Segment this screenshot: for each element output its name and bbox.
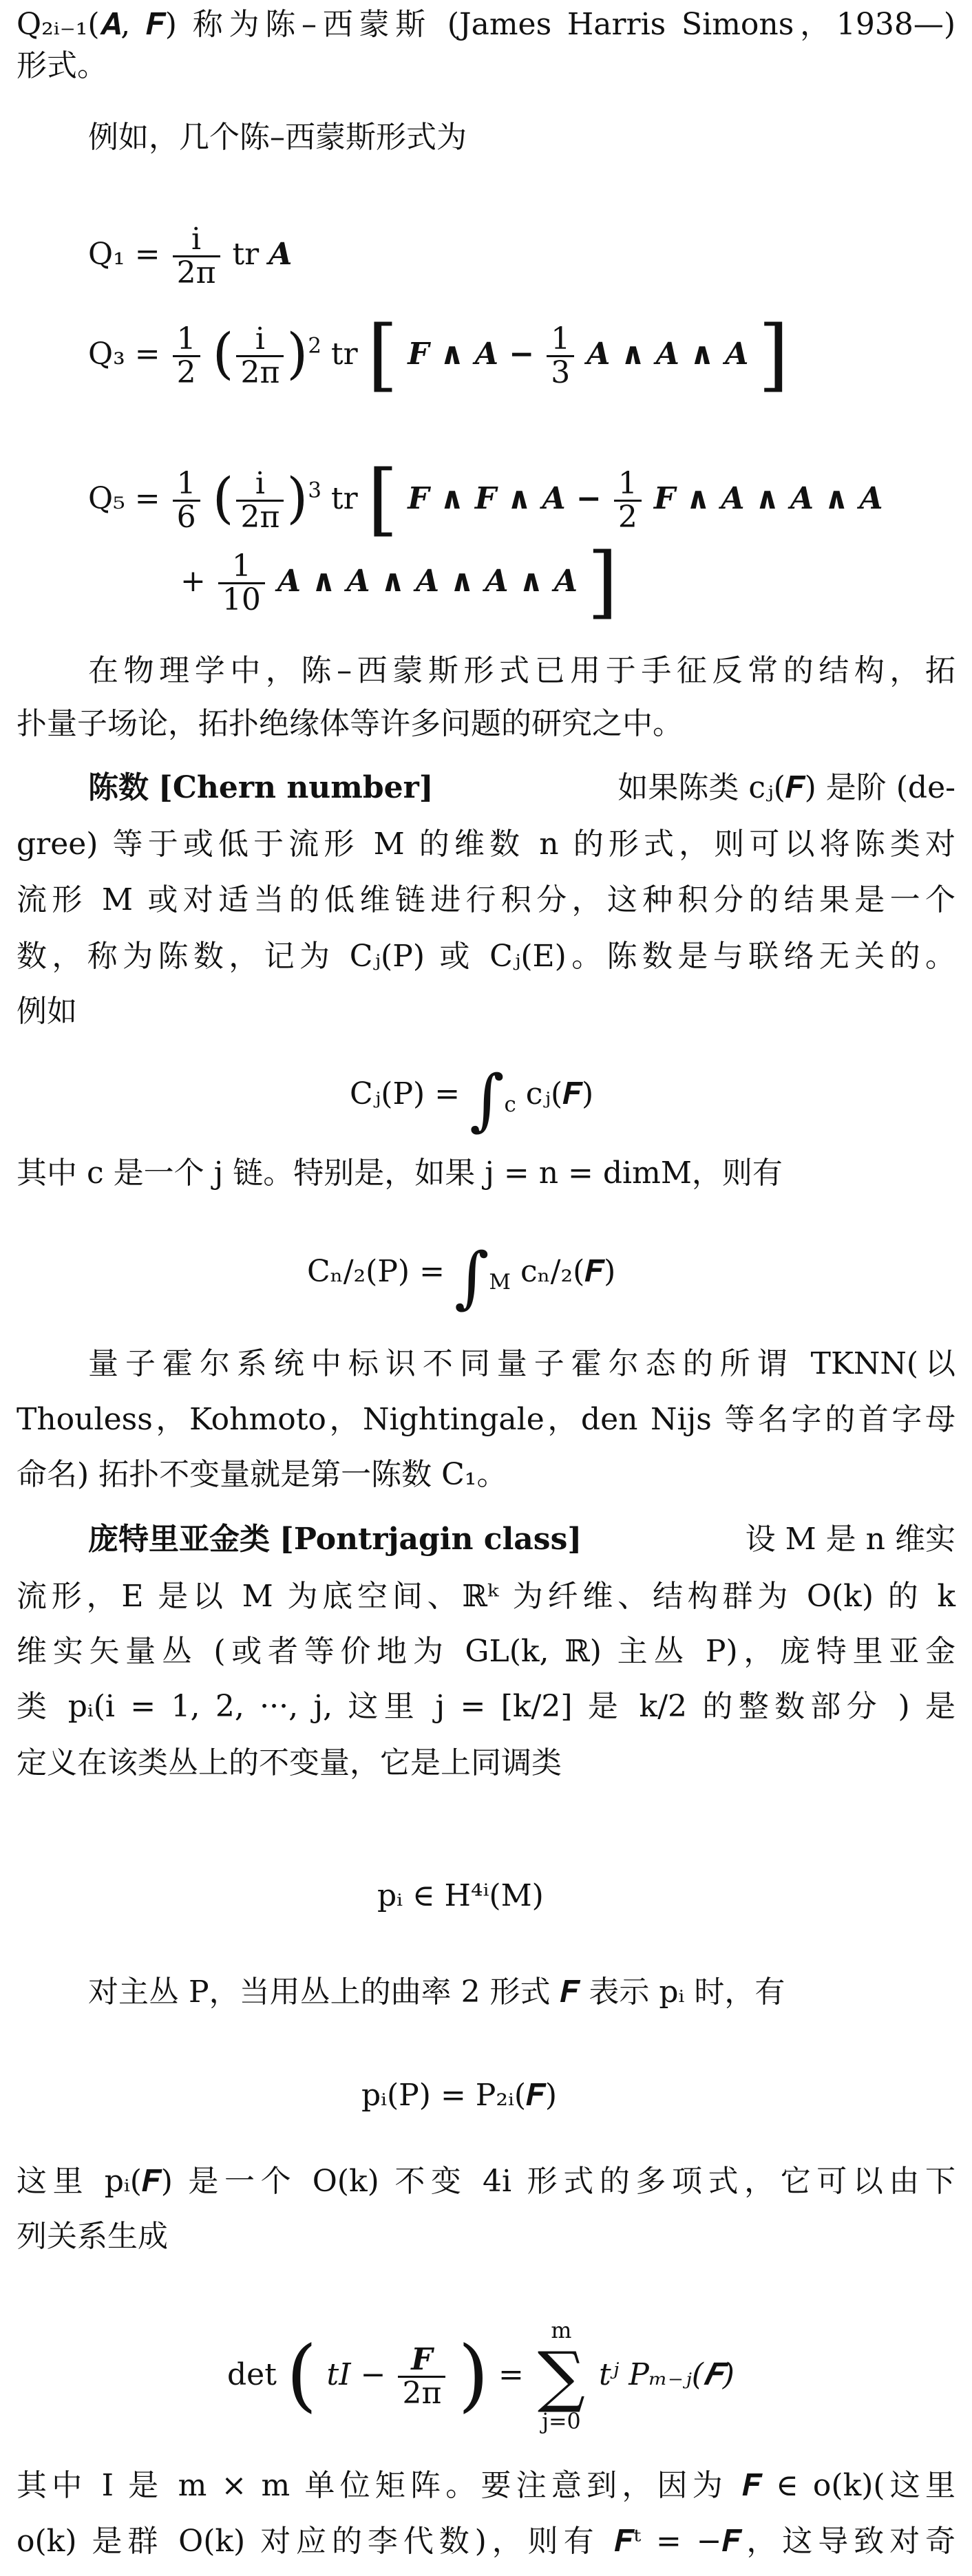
text-line: 设 M 是 n 维实: [745, 1522, 955, 1557]
text-line: 量子霍尔系统中标识不同量子霍尔态的所谓 TKNN(以: [88, 1346, 955, 1381]
integral-sign: ∫: [454, 1238, 489, 1317]
eq-lhs: Cₙ/₂(P) =: [307, 1254, 445, 1289]
fraction: $\frac{1}{3}$: [547, 323, 574, 389]
term: 𝑭 ∧ 𝑨 −: [408, 337, 535, 372]
exponent: 2: [308, 333, 321, 359]
det: det: [227, 2356, 277, 2392]
paren: (: [286, 2328, 317, 2420]
integral-sign: ∫: [469, 1061, 505, 1139]
equation-generating-relation: [227, 2319, 735, 2434]
bracket: [: [367, 308, 399, 401]
integral-domain: M: [489, 1269, 511, 1295]
entry-chern-number: [88, 767, 955, 809]
trace: tr: [232, 237, 260, 273]
text-line: 命名) 拓扑不变量就是第一陈数 C₁。: [17, 1457, 507, 1492]
text-line: 列关系生成: [17, 2219, 168, 2254]
sum-lower: j=0: [542, 2409, 581, 2434]
fraction: $\frac{i}{2\pi}$: [236, 468, 284, 533]
plus: +: [180, 564, 206, 599]
summation: [538, 2319, 585, 2434]
sum-sign: ∑: [537, 2337, 585, 2415]
paren: ): [458, 2328, 489, 2420]
fraction: $\frac{1}{6}$: [173, 468, 200, 533]
term: 𝑭 ∧ 𝑭 ∧ 𝑨 −: [408, 481, 602, 517]
equation-chern-number: [350, 1061, 594, 1139]
text-line: 如果陈类 cⱼ(𝑭) 是阶 (de-: [617, 770, 955, 805]
bracket: ]: [587, 535, 618, 628]
trace: tr: [330, 481, 358, 517]
eq-lhs: Q₁ =: [88, 237, 160, 273]
text-line: 定义在该类丛上的不变量，它是上同调类: [17, 1745, 562, 1780]
paren: ): [286, 321, 308, 386]
eq-lhs: Cⱼ(P) =: [350, 1076, 461, 1111]
eq-lhs: Q₃ =: [88, 337, 160, 372]
fraction: $\frac{\text{𝑭}}{2\pi}$: [398, 2344, 445, 2409]
entry-heading-en: [Chern number]: [158, 770, 434, 805]
term: tI −: [326, 2356, 386, 2392]
equation-cohomology-class: pᵢ ∈ H⁴ⁱ(M): [377, 1878, 544, 1913]
equation-q1: [88, 224, 292, 289]
text-line: o(k) 是群 O(k) 对应的李代数)，则有 𝑭ᵗ = −𝑭，这导致对奇: [17, 2524, 955, 2559]
text-line: 流形 M 或对适当的低维链进行积分，这种积分的结果是一个: [17, 882, 955, 917]
term: 𝑨 ∧ 𝑨 ∧ 𝑨: [587, 337, 749, 372]
entry-heading: 陈数: [88, 770, 149, 805]
equation-pontrjagin-polynomial: pᵢ(P) = P₂ᵢ(𝑭): [361, 2078, 558, 2113]
sum-upper: m: [551, 2319, 572, 2343]
text-line: 例如: [17, 994, 77, 1029]
fraction: $\frac{1}{2}$: [173, 323, 200, 389]
equation-q5: [88, 453, 883, 545]
paren: ): [286, 466, 308, 531]
equation-q3: [88, 308, 790, 401]
fraction: $\frac{1}{2}$: [614, 468, 642, 533]
term: 𝑨 ∧ 𝑨 ∧ 𝑨 ∧ 𝑨 ∧ 𝑨: [277, 564, 578, 599]
paren: (: [212, 321, 234, 386]
text-line: 这里 pᵢ(𝑭) 是一个 O(k) 不变 4i 形式的多项式，它可以由下: [17, 2164, 955, 2199]
fraction: $\frac{1}{10}$: [218, 551, 265, 616]
text-line: 其中 I 是 m × m 单位矩阵。要注意到，因为 𝑭 ∈ o(k)(这里: [17, 2468, 955, 2503]
bracket: [: [367, 453, 399, 545]
text-line: 其中 c 是一个 j 链。特别是，如果 j = n = dimM，则有: [17, 1156, 783, 1191]
term: tʲ Pₘ₋ⱼ(𝑭): [599, 2356, 735, 2392]
text-line: 在物理学中，陈–西蒙斯形式已用于手征反常的结构，拓: [88, 653, 955, 688]
text-line: 类 pᵢ(i = 1, 2, ···, j, 这里 j = [k/2] 是 k/2 的整数部分 ) 是: [17, 1689, 955, 1724]
trace: tr: [330, 337, 358, 372]
fraction: $\frac{i}{2\pi}$: [236, 323, 284, 389]
exponent: 3: [308, 478, 321, 503]
term: 𝑭 ∧ 𝑨 ∧ 𝑨 ∧ 𝑨: [653, 481, 883, 517]
bracket: ]: [758, 308, 790, 401]
text-line: Thouless，Kohmoto，Nightingale，den Nijs 等名字的首字母: [17, 1402, 955, 1437]
entry-heading: 庞特里亚金类: [88, 1522, 270, 1557]
integral-domain: c: [504, 1092, 516, 1117]
text-line: Q₂ᵢ₋₁(𝑨, 𝑭) 称为陈–西蒙斯 (James Harris Simons，1938—): [17, 7, 955, 42]
entry-pontrjagin-class: [88, 1519, 955, 1560]
equation-top-chern-number: [307, 1238, 616, 1317]
text-line: 例如，几个陈–西蒙斯形式为: [88, 120, 467, 155]
eq-rhs: cₙ/₂(𝑭): [520, 1254, 616, 1289]
paren: (: [212, 466, 234, 531]
fraction: $\frac{i}{2\pi}$: [173, 224, 220, 289]
text-line: 数，称为陈数，记为 Cⱼ(P) 或 Cⱼ(E)。陈数是与联络无关的。: [17, 939, 955, 974]
entry-heading-en: [Pontrjagin class]: [279, 1522, 582, 1557]
equation-q5-cont: [180, 535, 618, 628]
eq-lhs: Q₅ =: [88, 481, 160, 517]
text-line: 维实矢量丛 (或者等价地为 GL(k, ℝ) 主丛 P)，庞特里亚金: [17, 1634, 955, 1669]
text-line: 对主丛 P，当用丛上的曲率 2 形式 𝑭 表示 pᵢ 时，有: [88, 1974, 785, 2010]
text-line: 扑量子场论，拓扑绝缘体等许多问题的研究之中。: [17, 706, 683, 741]
text-line: gree) 等于或低于流形 M 的维数 n 的形式，则可以将陈类对: [17, 827, 955, 862]
text-line: 形式。: [17, 48, 107, 83]
eq-rhs: cⱼ(𝑭): [525, 1076, 594, 1111]
text-line: 流形，E 是以 M 为底空间、ℝᵏ 为纤维、结构群为 O(k) 的 k: [17, 1579, 955, 1614]
equals: =: [498, 2356, 524, 2392]
symbol: 𝑨: [268, 237, 293, 273]
